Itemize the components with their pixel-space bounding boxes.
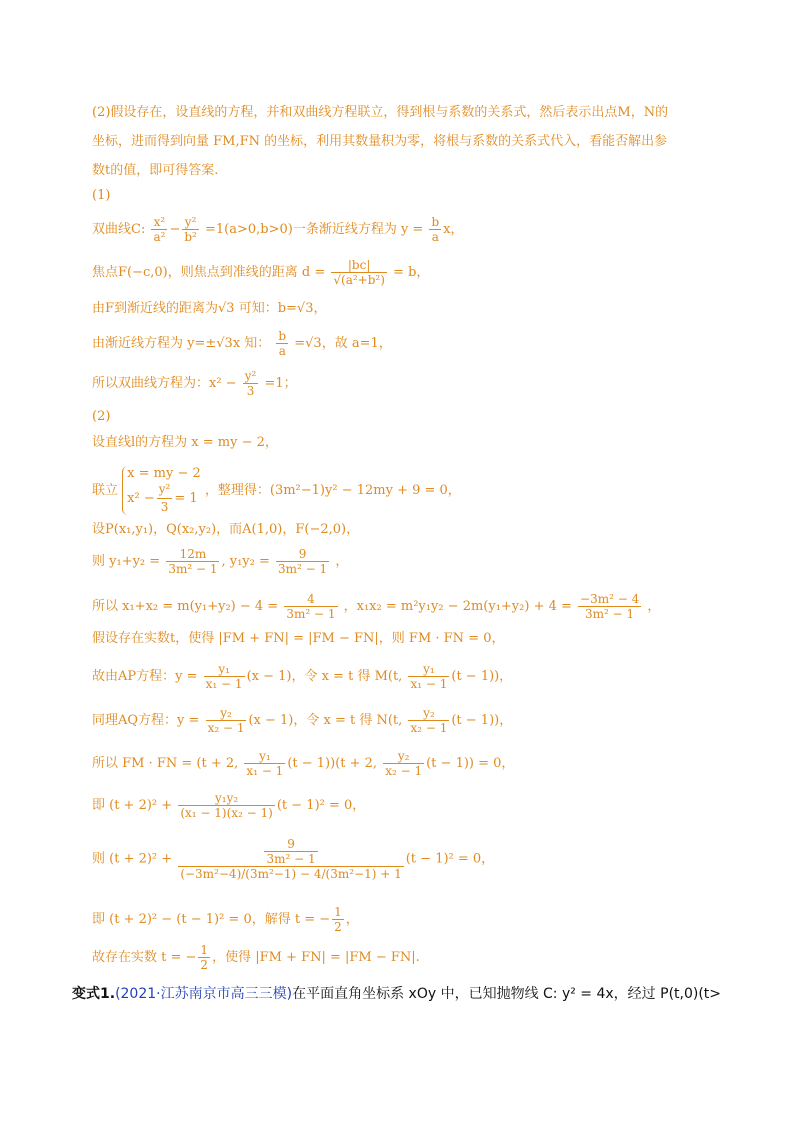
numerator: y₁y₂ bbox=[178, 792, 275, 806]
text: ，x₁x₂ = m²y₁y₂ − 2m(y₁+y₂) + 4 = bbox=[343, 599, 572, 614]
part2-line-12 bbox=[92, 906, 359, 933]
fraction bbox=[578, 593, 641, 620]
denominator: (−3m²−4)/(3m²−1) − 4/(3m²−1) + 1 bbox=[180, 867, 402, 881]
text: 所以双曲线方程为：x² − bbox=[92, 376, 237, 391]
text: (x − 1)，令 x = t 得 M(t, bbox=[246, 669, 403, 684]
problem-text: 在平面直角坐标系 xOy 中，已知抛物线 C: y² = 4x，经过 P(t,0)(t> bbox=[292, 986, 722, 1002]
denominator: x₂ − 1 bbox=[410, 721, 448, 735]
part2-line-6: 假设存在实数t，使得 |FM + FN| = |FM − FN|，则 FM · FN = 0， bbox=[92, 631, 505, 646]
denominator: 3 bbox=[160, 500, 169, 515]
numerator: 9 bbox=[264, 838, 317, 852]
fraction bbox=[182, 216, 199, 243]
part2-line-10 bbox=[92, 792, 365, 819]
numerator: b bbox=[431, 215, 440, 229]
text: ， bbox=[647, 599, 661, 614]
numerator bbox=[178, 838, 403, 867]
equation bbox=[127, 482, 201, 515]
fraction bbox=[178, 792, 275, 819]
denominator: 3m² − 1 bbox=[585, 607, 635, 621]
text: x， bbox=[443, 222, 464, 237]
text: 则 y₁+y₂ = bbox=[92, 554, 161, 569]
intro-line-2: 坐标，进而得到向量 FM,FN 的坐标，利用其数量积为零，将根与系数的关系式代入，看能否解出参 bbox=[92, 134, 668, 149]
part1-line-2 bbox=[92, 259, 429, 286]
text: 故由AP方程：y = bbox=[92, 669, 198, 684]
part2-line-7 bbox=[92, 663, 512, 690]
intro-line-3: 数t的值，即可得答案. bbox=[92, 163, 219, 178]
numerator: y² bbox=[244, 369, 257, 383]
denominator: 3 bbox=[246, 384, 255, 398]
text: (x − 1)，令 x = t 得 N(t, bbox=[248, 713, 403, 728]
fraction bbox=[276, 548, 329, 575]
text: = 1 bbox=[174, 491, 198, 507]
text: 联立 bbox=[92, 483, 119, 499]
text: 所以 x₁+x₂ = m(y₁+y₂) − 4 = bbox=[92, 599, 279, 614]
fraction bbox=[276, 330, 288, 357]
compound-fraction bbox=[178, 838, 403, 880]
numerator: y₂ bbox=[383, 750, 424, 764]
denominator: x₂ − 1 bbox=[385, 764, 423, 778]
numerator: y₁ bbox=[204, 663, 245, 677]
part1-line-5 bbox=[92, 370, 297, 397]
text: (t − 1))， bbox=[451, 669, 513, 684]
denominator: 2 bbox=[334, 920, 342, 934]
numerator: 1 bbox=[334, 905, 342, 919]
numerator: y² bbox=[157, 482, 173, 499]
numerator: |bc| bbox=[331, 259, 387, 273]
denominator: x₁ − 1 bbox=[205, 677, 243, 691]
text: 同理AQ方程：y = bbox=[92, 713, 200, 728]
part2-line-8 bbox=[92, 707, 512, 734]
part2-line-11 bbox=[92, 838, 494, 880]
denominator: b² bbox=[184, 230, 197, 244]
problem-source: (2021·江苏南京市高三三模) bbox=[115, 986, 293, 1002]
denominator: 3m² − 1 bbox=[278, 562, 328, 576]
text: ， bbox=[345, 912, 359, 927]
text: (t − 1)) = 0， bbox=[426, 756, 515, 771]
fraction bbox=[166, 548, 219, 575]
numerator: y₂ bbox=[206, 707, 247, 721]
fraction bbox=[206, 707, 247, 734]
text: ，使得 |FM + FN| = |FM − FN|. bbox=[212, 950, 420, 965]
denominator: 3m² − 1 bbox=[266, 852, 316, 866]
denominator: 3m² − 1 bbox=[168, 562, 218, 576]
equation-system bbox=[122, 466, 201, 515]
fraction bbox=[198, 944, 210, 971]
fraction bbox=[151, 216, 167, 243]
numerator: −3m² − 4 bbox=[580, 592, 640, 606]
fraction bbox=[383, 750, 424, 777]
denominator: (x₁ − 1)(x₂ − 1) bbox=[180, 806, 273, 820]
fraction bbox=[264, 838, 317, 865]
next-problem bbox=[72, 983, 721, 1003]
fraction bbox=[429, 216, 441, 243]
text: x² − bbox=[127, 491, 155, 507]
numerator: y₁ bbox=[244, 750, 285, 764]
text: (t − 1))， bbox=[451, 713, 513, 728]
denominator: √(a²+b²) bbox=[333, 273, 385, 287]
text: 即 (t + 2)² − (t − 1)² = 0，解得 t = − bbox=[92, 912, 331, 927]
numerator: y₂ bbox=[408, 707, 449, 721]
text: 则 (t + 2)² + bbox=[92, 851, 173, 867]
fraction bbox=[243, 370, 259, 397]
denominator: 2 bbox=[200, 958, 209, 972]
part2-line-4 bbox=[92, 548, 348, 575]
part2-line-5 bbox=[92, 593, 660, 620]
denominator: a bbox=[278, 344, 286, 358]
fraction bbox=[157, 482, 173, 515]
text: 由渐近线方程为 y=±√3x 知： bbox=[92, 336, 271, 351]
part2-line-13 bbox=[92, 944, 420, 971]
part1-label: (1) bbox=[92, 188, 111, 203]
denominator: 3m² − 1 bbox=[286, 607, 336, 621]
numerator: b bbox=[278, 329, 287, 343]
part1-line-1: 双曲线C: $\frac{\text{x²}}{\text{a²}}$ − $\frac{\text{y²}}{\text{b²}}$ =1(a>0,b>0)一条渐近线方程为 y = $\frac{b}{a}$ x， bbox=[92, 215, 464, 244]
numerator: y² bbox=[182, 216, 199, 230]
text: 故存在实数 t = − bbox=[92, 950, 197, 965]
denominator: x₁ − 1 bbox=[246, 764, 284, 778]
equation: x = my − 2 bbox=[127, 466, 201, 481]
text: , y₁y₂ = bbox=[221, 554, 270, 569]
denominator: a bbox=[431, 230, 439, 244]
fraction bbox=[408, 663, 449, 690]
part2-label: (2) bbox=[92, 409, 111, 424]
fraction bbox=[244, 750, 285, 777]
fraction bbox=[284, 593, 337, 620]
part2-line-1: 设直线l的方程为 x = my − 2， bbox=[92, 435, 278, 450]
numerator: 9 bbox=[276, 548, 329, 562]
denominator: a² bbox=[153, 230, 166, 244]
text: (t − 1)² = 0， bbox=[276, 798, 366, 813]
text: ，整理得：(3m²−1)y² − 12my + 9 = 0， bbox=[204, 483, 461, 499]
text: =1(a>0,b>0)一条渐近线方程为 y = bbox=[204, 222, 424, 237]
text: ， bbox=[335, 554, 349, 569]
text: =1； bbox=[264, 376, 297, 391]
text: (t − 1)² = 0， bbox=[405, 851, 495, 867]
text: 焦点F(−c,0)，则焦点到准线的距离 d = bbox=[92, 265, 326, 280]
text: 即 (t + 2)² + bbox=[92, 798, 173, 813]
part2-line-2 bbox=[92, 466, 461, 515]
fraction bbox=[332, 906, 344, 933]
text: 所以 FM · FN = (t + 2, bbox=[92, 756, 239, 771]
fraction bbox=[204, 663, 245, 690]
denominator: x₁ − 1 bbox=[410, 677, 448, 691]
intro-line-1: (2)假设存在，设直线的方程，并和双曲线方程联立，得到根与系数的关系式，然后表示出点M，N的 bbox=[92, 105, 669, 120]
text: (t − 1))(t + 2, bbox=[287, 756, 378, 771]
text: = b， bbox=[393, 265, 430, 280]
numerator: 4 bbox=[284, 593, 337, 607]
denominator: x₂ − 1 bbox=[207, 721, 245, 735]
numerator: x² bbox=[151, 216, 167, 230]
part1-line-4 bbox=[92, 330, 392, 357]
text: 双曲线C: bbox=[92, 222, 146, 237]
numerator: 1 bbox=[200, 943, 209, 957]
part2-line-9 bbox=[92, 750, 514, 777]
part2-line-3: 设P(x₁,y₁)，Q(x₂,y₂)，而A(1,0)，F(−2,0)， bbox=[92, 522, 360, 537]
part1-line-3: 由F到渐近线的距离为√3 可知：b=√3， bbox=[92, 301, 327, 316]
fraction bbox=[331, 259, 387, 286]
numerator: 12m bbox=[166, 548, 219, 562]
problem-label: 变式1. bbox=[72, 986, 116, 1002]
text: =√3，故 a=1， bbox=[294, 336, 392, 351]
numerator: y₁ bbox=[408, 663, 449, 677]
fraction bbox=[408, 707, 449, 734]
